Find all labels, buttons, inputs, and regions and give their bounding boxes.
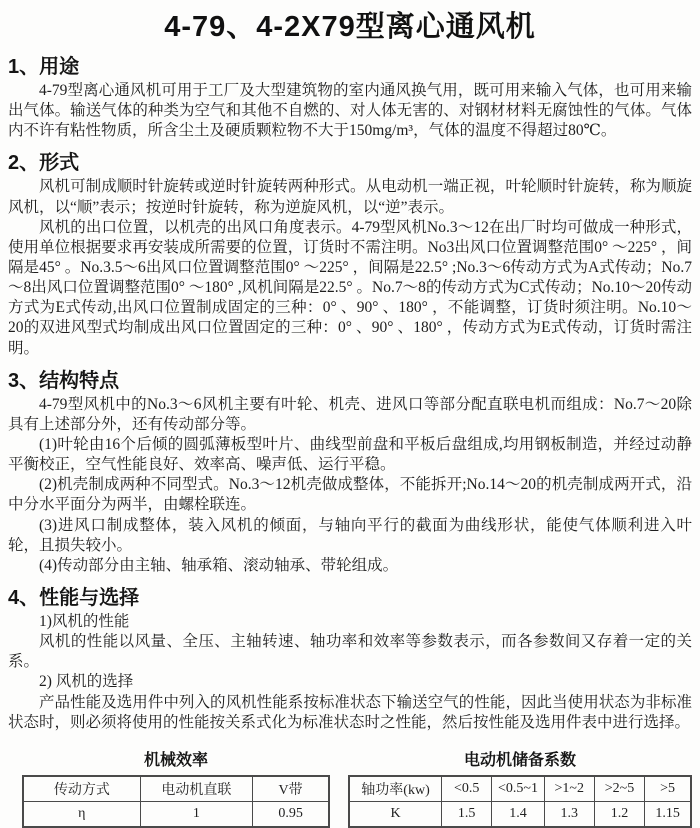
form-paragraph-outlet: 风机的出口位置，以机壳的出风口角度表示。4-79型风机No.3～12在出厂时均可做成一种形式，使用单位根据要求再安装成所需要的位置，订货时不需注明。No3出风口位置调整范围0° ～225° ，间隔是45° 。No.3.5～6出风口位置调整范围0° ～225° ，间隔是22.5° ;No.3～6传动方式为A式传动；No.7～8出风口位置调整范围0° ～180° ,风机间隔是22.5° 。No.7～8的传动方式为C式传动；No.10～20传动方式为E式传动,出风口位置制成固定的三种：0° 、90° 、180° ，不能调整，订货时须注明。No.10～20的双进风型式均制成出风口位置固定的三种：0° 、90° 、180° ，传动方式为E式传动，订货时需注明。 (8, 218, 692, 357)
cell-k-value-4: 1.2 (594, 801, 644, 827)
performance-paragraph: 风机的性能以风量、全压、主轴转速、轴功率和效率等参数表示，而各参数间又存着一定的关系。 (8, 633, 692, 671)
section-structure (8, 364, 692, 576)
section-performance-heading: 4、性能与选择 (8, 586, 140, 609)
header-range-1: <0.5 (442, 776, 492, 802)
cell-k-value-1: 1.5 (442, 801, 492, 827)
structure-item-drive: (4)传动部分由主轴、轴承箱、滚动轴承、带轮组成。 (39, 556, 399, 574)
cell-k-symbol: K (349, 801, 442, 827)
cell-k-value-2: 1.4 (492, 801, 544, 827)
motor-reserve-table-block (348, 747, 692, 828)
header-range-4: >2~5 (594, 776, 644, 802)
table-header-row (23, 776, 329, 802)
header-range-2: <0.5~1 (492, 776, 544, 802)
motor-reserve-table (348, 775, 692, 828)
cell-k-value-5: 1.15 (645, 801, 691, 827)
tables-row (8, 747, 692, 828)
header-direct-drive: 电动机直联 (140, 776, 252, 802)
structure-item-impeller: (1)叶轮由16个后倾的圆弧薄板型叶片、曲线型前盘和平板后盘组成,均用钢板制造，并经过动静平衡校正，空气性能良好、效率高、噪声低、运行平稳。 (8, 435, 692, 474)
section-form (8, 146, 692, 358)
section-structure-heading: 3、结构特点 (8, 369, 120, 392)
table-header-row (349, 776, 691, 802)
form-paragraph-rotation: 风机可制成顺时针旋转或逆时针旋转两种形式。从电动机一端正视，叶轮顺时针旋转，称为顺旋风机，以“顺”表示；按逆时针旋转，称为逆旋风机，以“逆”表示。 (8, 178, 692, 216)
usage-paragraph: 4-79型离心通风机可用于工厂及大型建筑物的室内通风换气用，既可用来输入气体，也可用来输出气体。输送气体的种类为空气和其他不自燃的、对人体无害的、对钢材材料无腐蚀性的气体。气体内不许有粘性物质，所含尘土及硬质颗粒物不大于150mg/m³，气体的温度不得超过80℃。 (8, 82, 692, 140)
motor-reserve-title: 电动机储备系数 (463, 751, 576, 769)
header-range-3: >1~2 (544, 776, 594, 802)
header-v-belt: V带 (253, 776, 329, 802)
cell-vbelt-value: 0.95 (253, 801, 329, 827)
table-row (349, 801, 691, 827)
cell-direct-value: 1 (140, 801, 252, 827)
selection-paragraph: 产品性能及选用件中列入的风机性能系按标准状态下输送空气的性能，因此当使用状态为非标准状态时，则必须将使用的性能按关系式化为标准状态时之性能，然后按性能及选用件表中进行选择。 (8, 693, 692, 731)
cell-eta-symbol: η (23, 801, 140, 827)
table-row (23, 801, 329, 827)
mechanical-efficiency-title: 机械效率 (143, 751, 208, 769)
header-shaft-power: 轴功率(kw) (349, 776, 442, 802)
structure-paragraph-intro: 4-79型风机中的No.3～6风机主要有叶轮、机壳、进风口等部分配直联电机而组成：No.7～20除具有上述部分外，还有传动部分等。 (8, 395, 692, 433)
section-usage-heading: 1、用途 (8, 56, 80, 78)
performance-subheading: 1)风机的性能 (39, 612, 130, 630)
cell-k-value-3: 1.3 (544, 801, 594, 827)
structure-item-inlet: (3)进风口制成整体，装入风机的倾面，与轴向平行的截面为曲线形状，能使气体顺利进入叶轮，且损失较小。 (8, 516, 692, 554)
section-form-heading: 2、形式 (8, 152, 80, 175)
selection-subheading: 2) 风机的选择 (39, 673, 134, 691)
header-drive-mode: 传动方式 (23, 776, 140, 802)
page-title: 4-79、4-2X79型离心通风机 (164, 11, 536, 43)
section-performance (8, 581, 692, 733)
mechanical-efficiency-table (22, 775, 330, 828)
mechanical-efficiency-table-block (8, 747, 330, 828)
header-range-5: >5 (645, 776, 691, 802)
section-usage (8, 50, 692, 141)
structure-item-casing: (2)机壳制成两种不同型式。No.3～12机壳做成整体，不能拆开;No.14～20的机壳制成两开式，沿中分水平面分为两半，由螺栓联连。 (8, 476, 692, 514)
